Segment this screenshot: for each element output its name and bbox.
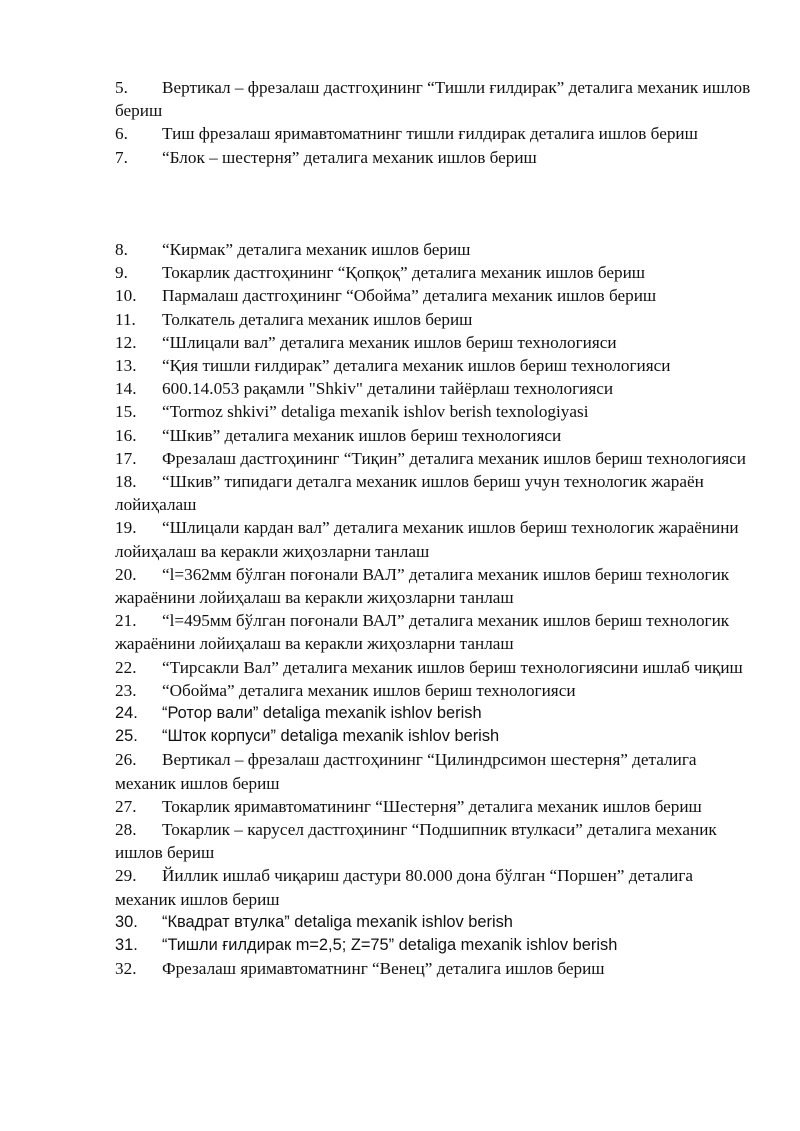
list-item-number: 23. [115, 680, 137, 700]
list-item-number: 25. [115, 727, 138, 746]
list-item [115, 122, 755, 145]
list-item [115, 261, 755, 284]
list-item-number: 27. [115, 796, 137, 816]
list-item-number: 30. [115, 912, 138, 931]
list-item [115, 795, 755, 818]
list-item-text: “Tormoz shkivi” detaliga mexanik ishlov berish texnologiyasi [162, 402, 589, 422]
list-item [115, 447, 755, 470]
list-item-text: Тиш фрезалаш яримавтоматнинг тишли ғилдирак деталига ишлов бериш [162, 124, 698, 144]
list-item-text: Фрезалаш яримавтоматнинг “Венец” деталига ишлов бериш [162, 959, 605, 979]
list-item [115, 377, 755, 400]
list-item-number: 29. [115, 866, 137, 886]
list-item [115, 818, 755, 864]
list-item [115, 934, 755, 957]
list-item-text: “Тирсакли Вал” деталига механик ишлов бериш технологиясини ишлаб чиқиш [162, 657, 743, 677]
list-item-text: “Квадрат втулка” detaliga mexanik ishlov berish [162, 912, 513, 931]
list-item-text: “Қия тишли ғилдирак” деталига механик ишлов бериш технологияси [162, 356, 671, 376]
list-item-text: “Ротор вали” detaliga mexanik ishlov berish [162, 704, 482, 723]
list-item [115, 656, 755, 679]
list-item-text: Вертикал – фрезалаш дастгоҳининг “Цилиндрсимон шестерня” деталига механик ишлов бериш [115, 750, 697, 793]
topic-list-top [115, 76, 755, 169]
list-item-text: Вертикал – фрезалаш дастгоҳининг “Тишли ғилдирак” деталига механик ишлов бериш [115, 78, 751, 121]
list-item-text: “l=362мм бўлган поғонали ВАЛ” деталига механик ишлов бериш технологик жараёнини лойиҳалаш ва керакли жиҳозларни танлаш [115, 564, 730, 608]
list-item-number: 20. [115, 564, 137, 584]
list-item [115, 563, 755, 609]
list-item-number: 16. [115, 425, 137, 445]
list-item-number: 28. [115, 820, 137, 840]
list-item-text: Токарлик – карусел дастгоҳининг “Подшипник втулкаси” деталига механик ишлов бериш [115, 820, 717, 863]
list-item-number: 22. [115, 657, 137, 677]
list-item [115, 424, 755, 447]
list-item-text: 600.14.053 рақамли "Shkiv" деталини тайёрлаш технологияси [162, 379, 614, 399]
list-item-number: 21. [115, 611, 137, 631]
list-item [115, 400, 755, 423]
list-item-number: 24. [115, 704, 138, 723]
list-item [115, 308, 755, 331]
list-item [115, 146, 755, 169]
list-item [115, 725, 755, 748]
list-item [115, 911, 755, 934]
list-item-text: “Шкив” типидаги деталга механик ишлов бериш учун технологик жараён лойиҳалаш [115, 472, 704, 515]
list-item-text: Йиллик ишлаб чиқариш дастури 80.000 дона бўлган “Поршен” деталига механик ишлов бериш [115, 866, 694, 909]
list-item-number: 10. [115, 286, 137, 306]
list-item-text: Токарлик дастгоҳининг “Қопқоқ” деталига механик ишлов бериш [162, 263, 646, 283]
list-item-text: “Обойма” деталига механик ишлов бериш технологияси [162, 680, 576, 700]
list-item [115, 679, 755, 702]
list-item [115, 957, 755, 980]
list-item [115, 516, 755, 562]
list-item-text: “Шлицали вал” деталига механик ишлов бериш технологияси [162, 332, 617, 352]
list-item [115, 702, 755, 725]
list-item-number: 18. [115, 472, 137, 492]
list-item-text: “Блок – шестерня” деталига механик ишлов бериш [162, 147, 537, 167]
list-item-text: “Кирмак” деталига механик ишлов бериш [162, 240, 471, 259]
list-item-text: “Тишли ғилдирак m=2,5; Z=75” detaliga mexanik ishlov berish [162, 936, 618, 955]
topic-list-bottom [115, 238, 755, 981]
list-item [115, 331, 755, 354]
list-item-number: 8. [115, 240, 128, 259]
list-item [115, 284, 755, 307]
list-item [115, 470, 755, 516]
list-item-text: “Шлицали кардан вал” деталига механик ишлов бериш технологик жараёнини лойиҳалаш ва керакли жиҳозларни танлаш [115, 518, 739, 561]
list-item-number: 31. [115, 936, 138, 955]
list-item [115, 609, 755, 655]
list-item-text: Пармалаш дастгоҳининг “Обойма” деталига механик ишлов бериш [162, 286, 657, 306]
list-item [115, 354, 755, 377]
list-item [115, 864, 755, 910]
list-item-number: 15. [115, 402, 137, 422]
list-item-text: “Шток корпуси” detaliga mexanik ishlov berish [162, 727, 500, 746]
list-item-number: 17. [115, 448, 137, 468]
list-item-number: 32. [115, 959, 137, 979]
list-item-number: 12. [115, 332, 137, 352]
list-item-number: 26. [115, 750, 137, 770]
list-item-number: 6. [115, 124, 128, 144]
list-item-text: Токарлик яримавтоматининг “Шестерня” деталига механик ишлов бериш [162, 796, 702, 816]
list-item-number: 11. [115, 309, 136, 329]
list-item [115, 748, 755, 794]
list-item-number: 14. [115, 379, 137, 399]
list-item-number: 13. [115, 356, 137, 376]
list-item-text: “Шкив” деталига механик ишлов бериш технологияси [162, 425, 562, 445]
list-item-text: “l=495мм бўлган поғонали ВАЛ” деталига механик ишлов бериш технологик жараёнини лойиҳалаш ва керакли жиҳозларни танлаш [115, 611, 730, 654]
list-item-number: 5. [115, 78, 128, 97]
list-item-text: Толкатель деталига механик ишлов бериш [162, 309, 473, 329]
list-item-number: 7. [115, 147, 128, 167]
list-item [115, 238, 755, 261]
list-item-number: 19. [115, 518, 137, 538]
list-item [115, 76, 755, 122]
list-item-number: 9. [115, 263, 128, 283]
list-item-text: Фрезалаш дастгоҳининг “Тиқин” деталига механик ишлов бериш технологияси [162, 448, 746, 468]
